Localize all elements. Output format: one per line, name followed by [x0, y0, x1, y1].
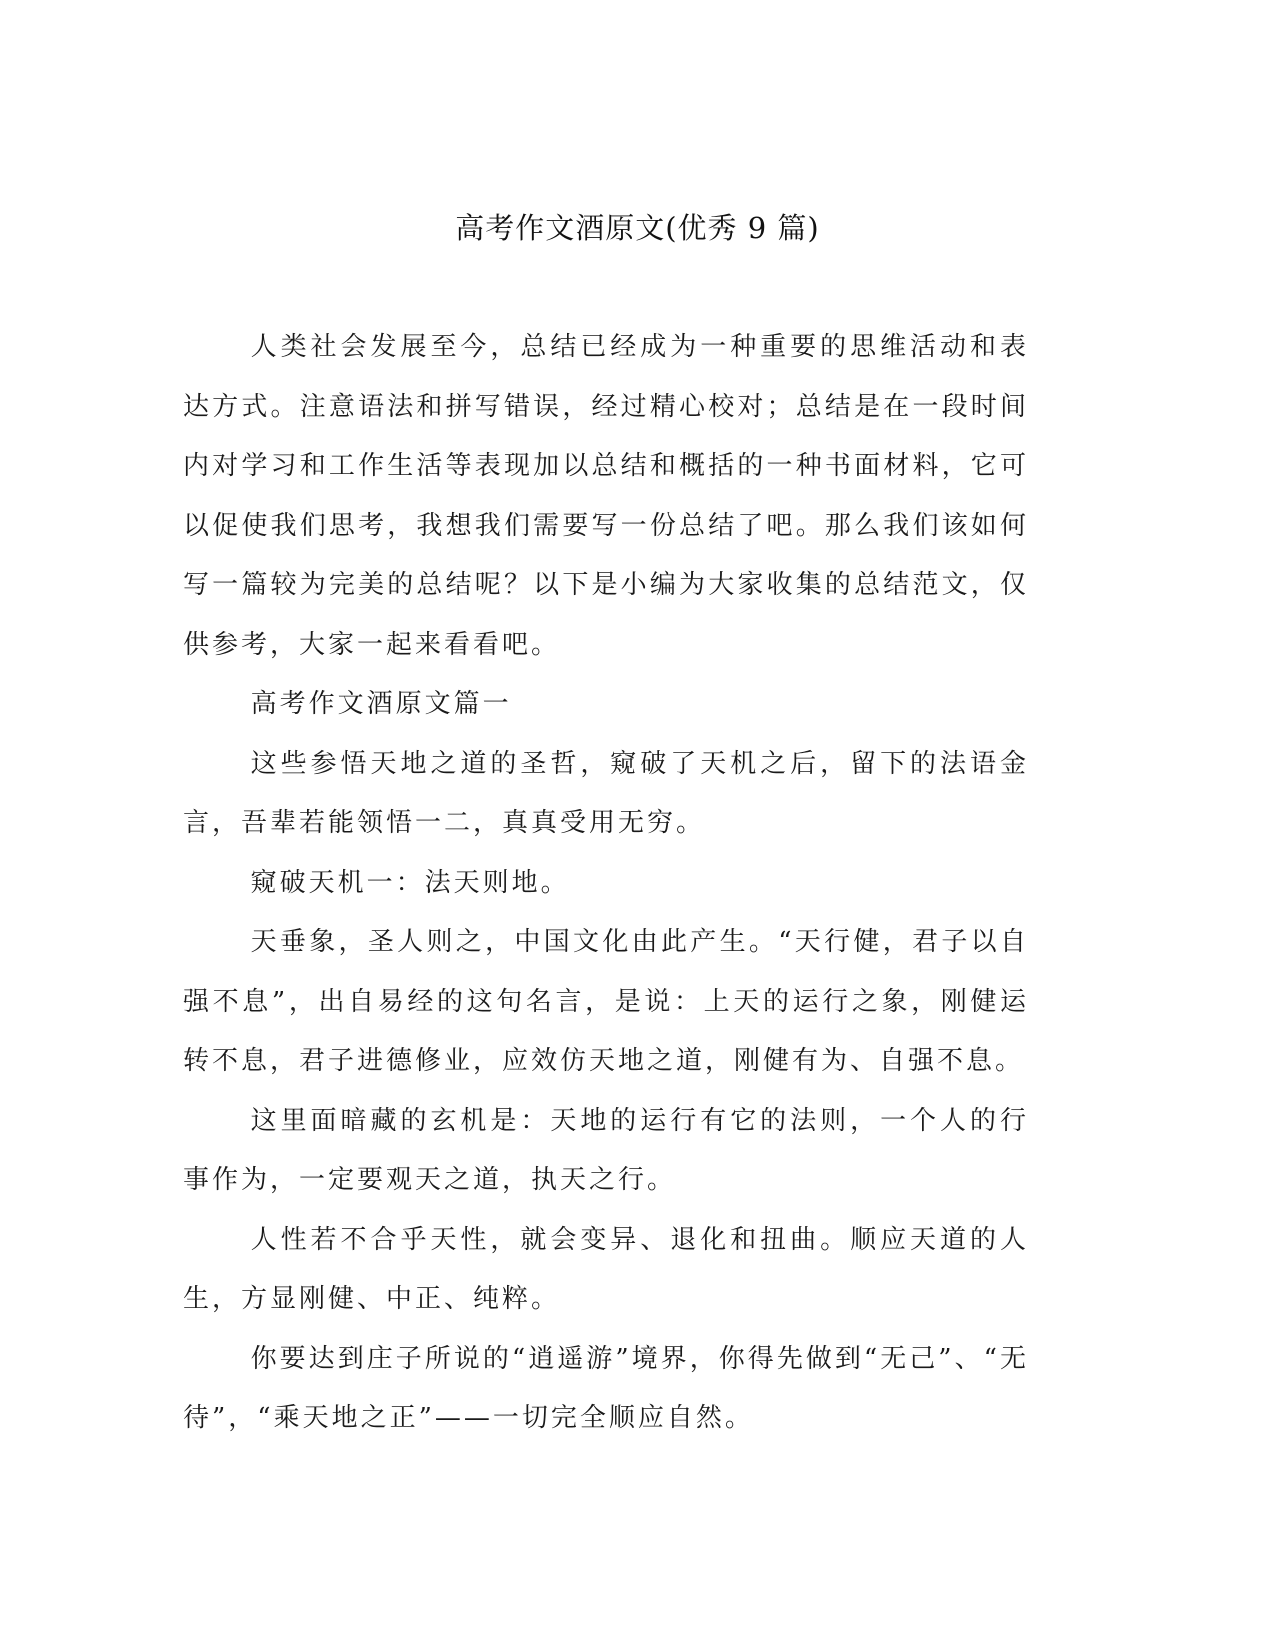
- subheading-paragraph: 窥破天机一：法天则地。: [250, 867, 570, 898]
- body-paragraph: 这里面暗藏的玄机是：天地的运行有它的法则，一个人的行事作为，一定要观天之道，执天之行。: [183, 1105, 1029, 1195]
- body-paragraph: 这些参悟天地之道的圣哲，窥破了天机之后，留下的法语金言，吾辈若能领悟一二，真真受用无穷。: [183, 748, 1029, 838]
- page-title: 高考作文酒原文(优秀 9 篇): [455, 211, 820, 245]
- document-body: [183, 318, 1029, 1449]
- intro-paragraph: 人类社会发展至今，总结已经成为一种重要的思维活动和表达方式。注意语法和拼写错误，经过精心校对；总结是在一段时间内对学习和工作生活等表现加以总结和概括的一种书面材料，它可以促使我们思考，我想我们需要写一份总结了吧。那么我们该如何写一篇较为完美的总结呢？以下是小编为大家收集的总结范文，仅供参考，大家一起来看看吧。: [183, 332, 1029, 660]
- body-paragraph: 你要达到庄子所说的“逍遥游”境界，你得先做到“无己”、“无待”，“乘天地之正”——一切完全顺应自然。: [183, 1343, 1029, 1433]
- body-paragraph: 天垂象，圣人则之，中国文化由此产生。“天行健，君子以自强不息”，出自易经的这句名言，是说：上天的运行之象，刚健运转不息，君子进德修业，应效仿天地之道，刚健有为、自强不息。: [183, 927, 1029, 1076]
- section-heading: 高考作文酒原文篇一: [250, 689, 512, 719]
- body-paragraph: 人性若不合乎天性，就会变异、退化和扭曲。顺应天道的人生，方显刚健、中正、纯粹。: [183, 1224, 1029, 1314]
